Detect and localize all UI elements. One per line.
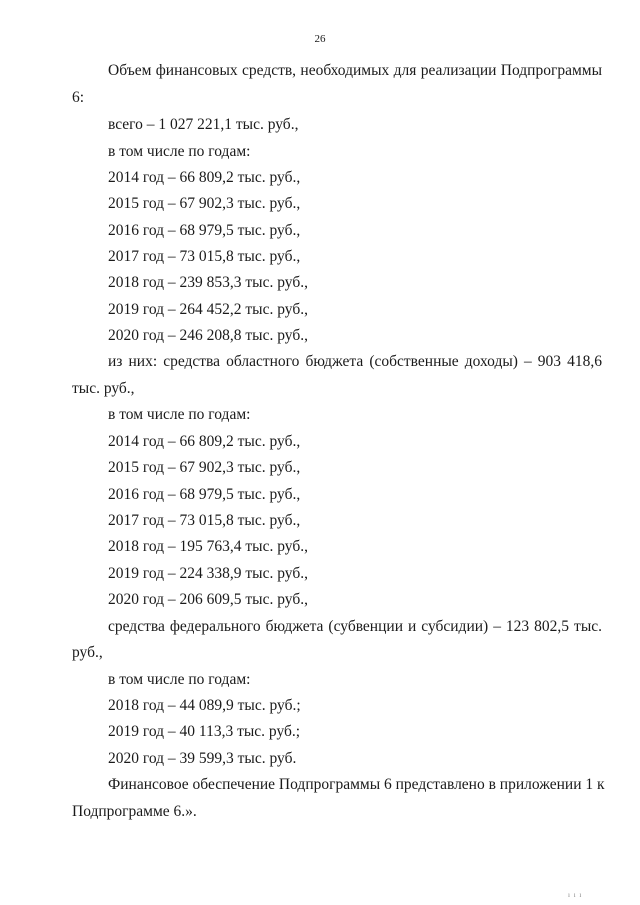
page-number: 26 [314,33,326,45]
footer-mark: ı ı ı [568,891,583,899]
regional-line-1: из них: средства областного бюджета (собственные доходы) – 903 418,6 [108,353,602,370]
total-amount: всего – 1 027 221,1 тыс. руб., [108,116,299,133]
total-year-2018: 2018 год – 239 853,3 тыс. руб., [108,274,308,291]
total-year-2015: 2015 год – 67 902,3 тыс. руб., [108,195,301,212]
total-year-2019: 2019 год – 264 452,2 тыс. руб., [108,301,308,318]
total-year-2014: 2014 год – 66 809,2 тыс. руб., [108,169,301,186]
federal-year-2019: 2019 год – 40 113,3 тыс. руб.; [108,723,301,740]
federal-year-2018: 2018 год – 44 089,9 тыс. руб.; [108,697,301,714]
total-by-years-label: в том числе по годам: [108,143,251,160]
regional-year-2019: 2019 год – 224 338,9 тыс. руб., [108,565,308,582]
total-year-2016: 2016 год – 68 979,5 тыс. руб., [108,222,301,239]
regional-year-2014: 2014 год – 66 809,2 тыс. руб., [108,433,301,450]
regional-year-2015: 2015 год – 67 902,3 тыс. руб., [108,459,301,476]
closing-line-1: Финансовое обеспечение Подпрограммы 6 представлено в приложении 1 к [108,776,605,793]
federal-year-2020: 2020 год – 39 599,3 тыс. руб. [108,750,297,767]
regional-year-2018: 2018 год – 195 763,4 тыс. руб., [108,538,308,555]
federal-line-1: средства федерального бюджета (субвенции и субсидии) – 123 802,5 тыс. [108,618,602,635]
regional-line-2: тыс. руб., [72,380,135,397]
regional-year-2017: 2017 год – 73 015,8 тыс. руб., [108,512,301,529]
intro-line-2: 6: [72,89,85,106]
regional-year-2016: 2016 год – 68 979,5 тыс. руб., [108,486,301,503]
federal-line-2: руб., [72,644,103,661]
closing-line-2: Подпрограмме 6.». [72,803,197,820]
federal-by-years-label: в том числе по годам: [108,671,251,688]
intro-line-1: Объем финансовых средств, необходимых для реализации Подпрограммы [108,62,602,79]
total-year-2020: 2020 год – 246 208,8 тыс. руб., [108,327,308,344]
regional-by-years-label: в том числе по годам: [108,406,251,423]
regional-year-2020: 2020 год – 206 609,5 тыс. руб., [108,591,308,608]
total-year-2017: 2017 год – 73 015,8 тыс. руб., [108,248,301,265]
